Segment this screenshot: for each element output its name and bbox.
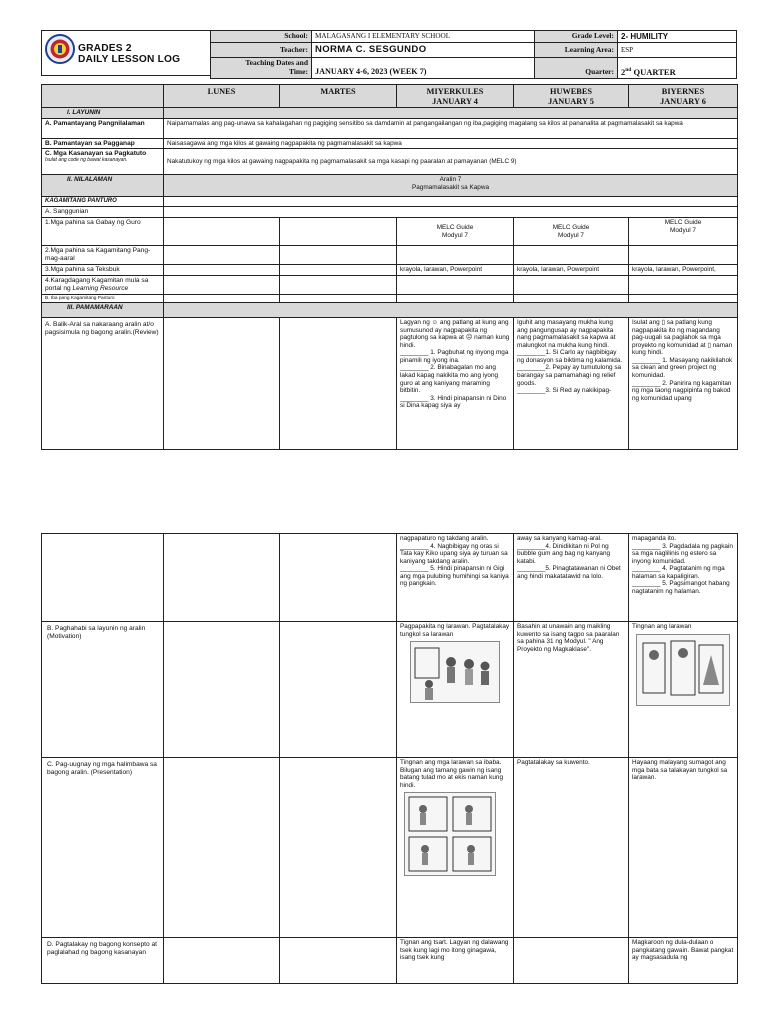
layunin-heading — [42, 108, 164, 119]
empty-cell — [629, 275, 738, 294]
iba-pang-kagamitan-label: B. Iba pang Kagamitang Panturo — [42, 294, 164, 303]
kagamitang-pang-mag-aaral-row — [42, 246, 738, 265]
pagtalakay-label: D. Pagtalakay ng bagong konsepto at paglalahad ng bagong kasanayan — [42, 938, 164, 984]
sanggunian-label: A. Sanggunian — [42, 207, 164, 218]
presentation-thursday: Pagtatalakay sa kuwento. — [514, 758, 629, 938]
aralin-number: Aralin 7 — [439, 176, 462, 184]
motivation-row — [42, 622, 738, 758]
pamamaraan-heading-row — [42, 303, 738, 318]
grade-level-value: 2- HUMILITY — [618, 31, 737, 43]
pamamaraan-heading — [42, 303, 164, 318]
presentation-row — [42, 758, 738, 938]
modyul: Modyul 7 — [558, 231, 584, 239]
children-helping-illustration — [410, 641, 500, 703]
empty-cell — [164, 534, 280, 622]
motivation-thursday: Basahin at unawain ang maikling kuwento sa isang tagpo sa paaralan sa pahina 31 ng Modyul. " Ang Proyekto ng Magkaklase". — [514, 622, 629, 758]
school-label: School: — [211, 31, 312, 43]
empty-cell — [280, 758, 397, 938]
balik-aral-row — [42, 318, 738, 450]
empty-cell — [164, 938, 280, 984]
dates-label-line-2: Time: — [288, 66, 308, 76]
teksbuk-label: 3.Mga pahina sa Teksbuk — [42, 265, 164, 276]
empty-cell — [397, 275, 514, 294]
quarter-label: Quarter: — [535, 57, 618, 78]
gabay-monday — [164, 218, 280, 246]
motivation-wednesday — [397, 622, 514, 758]
day-tuesday — [280, 85, 397, 108]
empty-cell — [280, 938, 397, 984]
learning-area-label: Learning Area: — [535, 43, 618, 57]
presentation-friday: Hayaang malayang sumagot ang mga bata sa talakayan tungkol sa larawan. — [629, 758, 738, 938]
empty-cell — [164, 246, 280, 265]
pagtalakay-wednesday: Tignan ang tsart. Lagyan ng dalawang tsek kung lagi mo itong ginagawa, isang tsek kung — [397, 938, 514, 984]
empty-cell — [164, 758, 280, 938]
deped-logo — [45, 34, 75, 64]
teksbuk-row — [42, 265, 738, 276]
pagtalakay-row — [42, 938, 738, 984]
presentation-wednesday — [397, 758, 514, 938]
presentation-wed-text: Tingnan ang mga larawan sa ibaba. Bilugan ang tamang gawin ng isang batang tulad mo at ekis naman kung hindi. — [400, 759, 504, 789]
empty-cell — [397, 294, 514, 303]
section-title: I. LAYUNIN — [67, 109, 101, 117]
seal-icon — [47, 36, 73, 62]
empty-cell — [280, 622, 397, 758]
karagdagang-kagamitan-row — [42, 275, 738, 294]
pamamaraan-heading-fill — [164, 303, 738, 318]
empty-cell — [514, 938, 629, 984]
kasanayan-title: C. Mga Kasanayan sa Pagkatuto — [45, 150, 147, 158]
melc-guide: MELC Guide — [552, 224, 590, 232]
empty-cell — [397, 246, 514, 265]
doc-title — [78, 43, 180, 65]
title-line-2: DAILY LESSON LOG — [78, 54, 181, 66]
title-line-1: GRADES 2 — [78, 43, 132, 54]
presentation-label: C. Pag-uugnay ng mga halimbawa sa bagong aralin. (Presentation) — [42, 758, 164, 938]
sanggunian-fill — [164, 207, 738, 218]
motivation-fri-text: Tingnan ang larawan — [632, 623, 692, 630]
dll-main-table — [41, 84, 738, 450]
empty-cell — [280, 275, 397, 294]
kagamitan-heading-row — [42, 197, 738, 207]
balik-aral-wednesday-cont: nagpapaturo ng takdang aralin. ________ 4. Nagbibigay ng oras si Tata kay Kiko upang siya ay turuan sa kaniyang takdang aralin. ________ 5. Hindi pinapansin ni Gigi ang mga pulubing humihingi sa kaniya ng pangkain. — [397, 534, 514, 622]
balik-aral-thursday: Iguhit ang masayang mukha kung ang pangungusap ay nagpapakita nang pagmamalasakit sa kapwa at malungkot na mukha kung hindi. ________1. Si Carlo ay nagbibigay ng donasyon sa biktima ng kalamida. ________2. Pepay ay tumutulong sa barangay sa pamamahagi ng relief goods. ________3. Si Red ay nakikipag- — [514, 318, 629, 450]
gabay-friday — [629, 218, 738, 246]
teksbuk-wednesday: krayola, larawan, Powerpoint — [397, 265, 514, 276]
pamantayang-pangnilalaman-row — [42, 118, 738, 138]
quarter-number: 2 — [621, 66, 626, 77]
empty-cell — [514, 294, 629, 303]
empty-cell — [164, 622, 280, 758]
empty-cell — [514, 275, 629, 294]
day-header-row — [42, 85, 738, 108]
day-wednesday — [397, 85, 514, 108]
balik-aral-friday-cont: mapaganda ito. ________ 3. Pagdadala ng pagkain sa mga naglilinis ng estero sa inyong komunidad. ________ 4. Pagtatanim ng mga halaman sa kapaligiran. ________ 5. Pagsimangot habang nagtatanim ng halaman. — [629, 534, 738, 622]
kagamitang-pang-mag-aaral-label: 2.Mga pahina sa Kagamitang Pang-mag-aaral — [42, 246, 164, 265]
day-date: JANUARY 4 — [432, 96, 478, 106]
balik-aral-friday: Isulat ang ▯ sa patlang kung nagpapakita ito ng magandang pag-uugali sa paglahok sa mga proyekto ng komunidad at ▯ naman kung hindi. ________ 1. Masayang nakikilahok sa clean and green project ng komunidad. ________ 2. Panirira ng kagamitan ng mga taong nagpipinta ng bakod ng komunidad upang — [629, 318, 738, 450]
empty-cell — [280, 534, 397, 622]
iba-pang-kagamitan-row — [42, 294, 738, 303]
empty-cell — [629, 294, 738, 303]
modyul: Modyul 7 — [442, 231, 468, 239]
empty-cell — [514, 246, 629, 265]
empty-cell — [164, 275, 280, 294]
day-thursday — [514, 85, 629, 108]
pamantayan-sa-pagganap-text: Naisasagawa ang mga kilos at gawaing nagpapakita ng pagmamalasakit sa kapwa — [164, 138, 738, 149]
nilalaman-heading — [42, 175, 164, 197]
kasanayan-note: Isulat ang code ng bawat kasanayan. — [45, 157, 128, 164]
melc-guide: MELC Guide — [664, 219, 702, 227]
school-value: MALAGASANG I ELEMENTARY SCHOOL — [312, 31, 535, 43]
kagamitan-heading: KAGAMITANG PANTURO — [42, 197, 164, 207]
layunin-heading-row — [42, 108, 738, 119]
empty-cell — [629, 246, 738, 265]
grade-level-label: Grade Level: — [535, 31, 618, 43]
day-name: LUNES — [207, 87, 236, 96]
balik-aral-monday — [164, 318, 280, 450]
aralin-title: Pagmamalasakit sa Kapwa — [411, 183, 490, 191]
kasanayan-row — [42, 149, 738, 175]
kasanayan-text: Nakatutukoy ng mga kilos at gawaing nagpapakita ng pagmamalasakit sa mga kasapi ng paaralan at pamayanan (MELC 9) — [164, 149, 738, 175]
title-box — [41, 30, 212, 76]
day-name: MIYERKULES — [426, 87, 484, 96]
empty-cell — [280, 246, 397, 265]
gabay-wednesday — [397, 218, 514, 246]
gabay-ng-guro-row — [42, 218, 738, 246]
pagtalakay-friday: Magkaroon ng dula-dulaan o pangkatang gawain. Bawat pangkat ay magsasadula ng — [629, 938, 738, 984]
community-illustration — [636, 634, 730, 706]
empty-cell — [42, 534, 164, 622]
right-wrong-actions-illustration — [404, 792, 496, 876]
section-title: III. PAMAMARAAN — [67, 304, 123, 312]
modyul: Modyul 7 — [670, 226, 696, 234]
gabay-ng-guro-label: 1.Mga pahina sa Gabay ng Guro — [42, 218, 164, 246]
label-text: 4.Karagdagang Kagamitan mula sa portal ng — [45, 276, 149, 292]
learning-area-value: ESP — [618, 43, 737, 57]
sanggunian-row — [42, 207, 738, 218]
pamantayang-pangnilalaman-label: A. Pamantayang Pangnilalaman — [42, 118, 164, 138]
empty-cell — [164, 294, 280, 303]
label-italic: Learning Resource — [72, 284, 129, 292]
nilalaman-row — [42, 175, 738, 197]
pamantayang-pangnilalaman-text: Naipamamalas ang pag-unawa sa kahalagahan ng pagiging sensitibo sa damdamin at pangangailangan ng iba,pagiging magalang sa kilos at pananalita at pagmamalasakit sa kapwa — [164, 118, 738, 138]
section-title: II. NILALAMAN — [67, 176, 113, 184]
pamantayan-sa-pagganap-label: B. Pamantayan sa Pagganap — [42, 138, 164, 149]
balik-aral-wednesday: Lagyan ng ☺ ang patlang at kung ang sumusunod ay nagpapakita ng pagtulong sa kapwa at ☹ naman kung hindi. ________ 1. Pagbuhat ng inyong mga pinamili ng iyong ina. ________ 2. Binabagalan mo ang lakad kapag nakikita mo ang iyong guro at ang kaniyang maraming bitbitin. ________ 3. Hindi pinapansin ni Dino si Dina kapag siya ay — [397, 318, 514, 450]
balik-aral-continued-row — [42, 534, 738, 622]
day-monday — [164, 85, 280, 108]
teksbuk-thursday: krayola, larawan, Powerpoint — [514, 265, 629, 276]
day-date: JANUARY 6 — [660, 96, 706, 106]
nilalaman-content — [164, 175, 738, 197]
day-date: JANUARY 5 — [548, 96, 594, 106]
kagamitan-heading-fill — [164, 197, 738, 207]
motivation-wed-text: Pagpapakita ng larawan. Pagtatalakay tungkol sa larawan — [400, 623, 510, 638]
karagdagang-kagamitan-label — [42, 275, 164, 294]
dates-label-line-1: Teaching Dates and — [245, 58, 308, 68]
balik-aral-tuesday — [280, 318, 397, 450]
empty-cell — [280, 265, 397, 276]
day-name: BIYERNES — [661, 87, 705, 96]
balik-aral-label: A. Balik-Aral sa nakaraang aralin at/o pagsisimula ng bagong aralin.(Review) — [42, 318, 164, 450]
kasanayan-label — [42, 149, 164, 175]
day-name: HUWEBES — [550, 87, 592, 96]
motivation-friday — [629, 622, 738, 758]
teksbuk-friday: krayola, larawan, Powerpoint, — [629, 265, 738, 276]
quarter-value — [618, 57, 737, 78]
gabay-thursday — [514, 218, 629, 246]
teaching-dates-label — [211, 57, 312, 78]
dll-continuation-table — [41, 533, 738, 984]
gabay-tuesday — [280, 218, 397, 246]
pamantayan-sa-pagganap-row — [42, 138, 738, 149]
quarter-suffix: nd — [625, 66, 632, 73]
empty-cell — [280, 294, 397, 303]
balik-aral-thursday-cont: away sa kanyang kamag-aral. ________4. Dinidikitan ni Pol ng bubble gum ang bag ng kanyang katabi. ________5. Pinagtatawanan ni Obet ang hindi makatatawid na lolo. — [514, 534, 629, 622]
layunin-heading-fill — [164, 108, 738, 119]
melc-guide: MELC Guide — [436, 224, 474, 232]
corner-cell — [42, 85, 164, 108]
day-friday — [629, 85, 738, 108]
header-block — [41, 30, 736, 76]
header-info-table — [210, 30, 737, 79]
teacher-label: Teacher: — [211, 43, 312, 57]
empty-cell — [164, 265, 280, 276]
teaching-dates-value: JANUARY 4-6, 2023 (WEEK 7) — [312, 57, 535, 78]
quarter-text: QUARTER — [631, 66, 676, 77]
teacher-value: NORMA C. SESGUNDO — [312, 43, 535, 57]
day-name: MARTES — [320, 87, 356, 96]
motivation-label: B. Paghahabi sa layunin ng aralin (Motivation) — [42, 622, 164, 758]
